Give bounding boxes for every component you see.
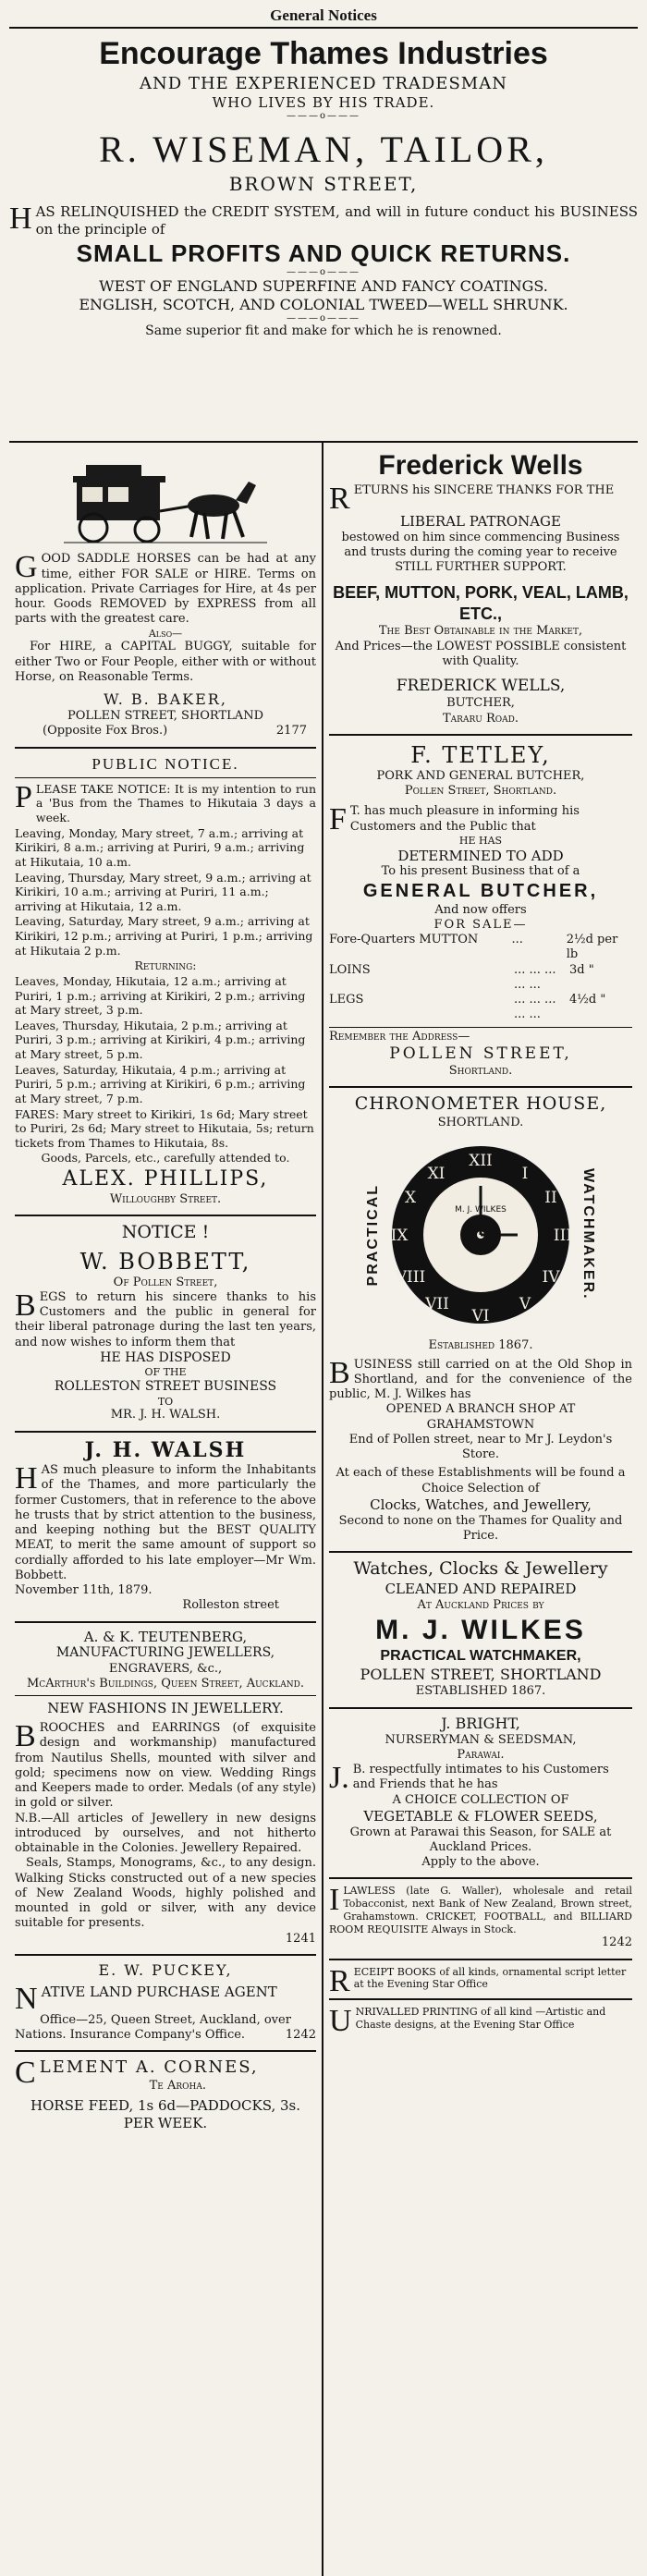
drop-cap: R bbox=[329, 481, 350, 516]
wells-p2: bestowed on him since commencing Business and trusts during the coming year to receive bbox=[341, 530, 620, 559]
chronometer-advert bbox=[329, 1088, 632, 1553]
teutenberg-nb: N.B.—All articles of Jewellery in new designs introduced by ourselves, and not hitherto obtainable in the Colonies. Jewellery Repaired. bbox=[15, 1811, 316, 1855]
chrono-right: WATCHMAKER. bbox=[580, 1168, 596, 1301]
tetley-present: To his present Business that of a bbox=[381, 864, 580, 879]
schedule-line: Leaving, Thursday, Mary street, 9 a.m.; arriving at Kirikiri, 10 a.m.; arriving at Puriri, 11 a.m.; arriving at Hikutaia, 12 a.m. bbox=[15, 870, 311, 913]
public-notice-body bbox=[15, 779, 316, 1166]
goods: Goods, Parcels, etc., carefully attended to. bbox=[41, 1151, 290, 1166]
fares: FARES: Mary street to Kirikiri, 1s 6d; Mary street to Puriri, 2s 6d; Mary street to Hikutaia, 5s; return tickets from Thames to Hikutaia, 8s. bbox=[15, 1106, 314, 1150]
baker-text2: For HIRE, a CAPITAL BUGGY, suitable for either Two or Four People, either with or without Horse, on Reasonable Terms. bbox=[15, 640, 316, 684]
tetley-now: And now offers bbox=[434, 902, 527, 917]
bright-trade: NURSERYMAN & SEEDSMAN, bbox=[385, 1732, 577, 1747]
coach-and-horse-icon bbox=[64, 454, 267, 546]
separator: ———o——— bbox=[286, 313, 361, 324]
puckey-office2: Nations. Insurance Company's Office. bbox=[15, 2028, 246, 2042]
price-item: LEGS bbox=[329, 993, 364, 1007]
teutenberg-trade2: ENGRAVERS, &c., bbox=[108, 1661, 223, 1676]
price-value: 2½d per lb bbox=[566, 933, 618, 962]
svg-text:VIII: VIII bbox=[395, 1267, 426, 1287]
right-column bbox=[324, 443, 638, 2576]
bright-place: Parawai. bbox=[457, 1747, 505, 1762]
drop-cap: R bbox=[329, 1963, 350, 1998]
bright-advert bbox=[329, 1709, 632, 1880]
teutenberg-body bbox=[15, 1721, 316, 1812]
bright-body-text: B. respectfully intimates to his Customers and Friends that he has bbox=[352, 1763, 609, 1792]
wilkes-street: POLLEN STREET, SHORTLAND bbox=[360, 1666, 602, 1684]
puckey-footer bbox=[15, 2028, 316, 2043]
price-value: 4½d " bbox=[569, 993, 606, 1007]
wiseman-body bbox=[9, 203, 638, 238]
walsh-advert bbox=[15, 1433, 316, 1623]
bobbett-l5: MR. J. H. WALSH. bbox=[110, 1408, 221, 1422]
drop-cap: I bbox=[329, 1883, 340, 1918]
tetley-forsale: FOR SALE— bbox=[433, 917, 528, 932]
tetley-advert bbox=[329, 736, 632, 1089]
baker-text: OOD SADDLE HORSES can be had at any time, either FOR SALE or HIRE. Terms on application. Private Carriages for Hire, at 4s per hour. Goods REMOVED by EXPRESS from all parts with the greatest care. bbox=[15, 552, 316, 627]
clock-name: M. J. WILKES bbox=[455, 1204, 507, 1215]
chrono-end: End of Pollen street, near to Mr J. Leydon's Store. bbox=[348, 1432, 613, 1461]
drop-cap: G bbox=[15, 550, 38, 585]
chrono-body-text: USINESS still carried on at the Old Shop in Shortland, and for the convenience of the public, M. J. Wilkes has bbox=[329, 1357, 632, 1401]
bright-name: J. BRIGHT, bbox=[441, 1714, 520, 1732]
puckey-office: Office—25, Queen Street, Auckland, over bbox=[40, 2012, 291, 2027]
wells-prices: And Prices—the LOWEST POSSIBLE consistent with Quality. bbox=[335, 639, 627, 668]
separator: ———o——— bbox=[286, 111, 361, 121]
drop-cap: B bbox=[15, 1719, 36, 1753]
wiseman-sub2: WHO LIVES BY HIS TRADE. bbox=[212, 94, 435, 112]
bright-body bbox=[329, 1763, 632, 1793]
wiseman-body-text: AS RELINQUISHED the CREDIT SYSTEM, and will in future conduct his BUSINESS on the principle of bbox=[35, 203, 638, 238]
ad-number: 2177 bbox=[275, 724, 307, 739]
phillips-name: ALEX. PHILLIPS, bbox=[62, 1167, 269, 1190]
price-dots: ... bbox=[511, 933, 523, 946]
svg-text:V: V bbox=[519, 1294, 531, 1313]
svg-text:III: III bbox=[553, 1226, 573, 1245]
section-header bbox=[9, 6, 638, 29]
drop-cap: P bbox=[15, 779, 32, 814]
chrono-title: CHRONOMETER HOUSE, bbox=[354, 1093, 607, 1115]
wiseman-name: R. WISEMAN, TAILOR, bbox=[99, 128, 548, 170]
returning-head: Returning: bbox=[134, 958, 197, 973]
bobbett-body-text: EGS to return his sincere thanks to his Customers and the public in general for their liberal patronage during the last ten years, and now wishes to inform them that bbox=[15, 1289, 316, 1349]
clock-panel bbox=[329, 1130, 632, 1338]
walsh-date: November 11th, 1879. bbox=[15, 1583, 153, 1597]
baker-footer bbox=[15, 724, 316, 739]
drop-cap: B bbox=[15, 1288, 36, 1323]
walsh-street: Rolleston street bbox=[182, 1598, 279, 1613]
lawless-body-text: LAWLESS (late G. Waller), wholesale and retail Tobacconist, next Bank of New Zealand, Brown street, Grahamstown. CRICKET, FOOTBALL, and BILLIARD ROOM REQUISITE Always in Stock. bbox=[329, 1885, 632, 1935]
schedule-line: Leaving, Saturday, Mary street, 9 a.m.; arriving at Kirikiri, 12 p.m.; arriving at Puriri, 1 p.m.; arriving at Hikutaia 2 p.m. bbox=[15, 914, 313, 958]
price-dots: ... ... ... ... ... bbox=[514, 962, 556, 992]
ad-number: 1242 bbox=[601, 1935, 632, 1950]
puckey-advert bbox=[15, 1956, 316, 2053]
svg-text:XI: XI bbox=[427, 1164, 446, 1183]
wells-name: Frederick Wells bbox=[378, 450, 583, 482]
wells-trade: BUTCHER, bbox=[446, 696, 515, 711]
tetley-he-has: HE HAS bbox=[458, 834, 503, 847]
wilkes-trade: PRACTICAL WATCHMAKER, bbox=[380, 1648, 581, 1665]
receipt-body bbox=[329, 1963, 632, 1998]
schedule-line: Leaves, Saturday, Hikutaia, 4 p.m.; arriving at Puriri, 5 p.m.; arriving at Kirikiri, 6 p.m.; arriving at Mary street, 7 p.m. bbox=[15, 1062, 306, 1105]
drop-cap: N bbox=[15, 1981, 38, 2016]
price-row bbox=[329, 963, 632, 994]
price-row bbox=[329, 933, 632, 963]
drop-cap: F bbox=[329, 802, 347, 837]
chrono-opened: OPENED A BRANCH SHOP AT bbox=[385, 1402, 576, 1417]
puckey-title: ATIVE LAND PURCHASE AGENT bbox=[41, 1983, 277, 2000]
svg-text:VI: VI bbox=[471, 1306, 490, 1325]
baker-advert bbox=[15, 443, 316, 748]
drop-cap: J. bbox=[329, 1761, 349, 1795]
wiseman-line1: WEST OF ENGLAND SUPERFINE AND FANCY COATINGS. bbox=[99, 277, 548, 295]
wilkes-est: ESTABLISHED 1867. bbox=[415, 1684, 546, 1699]
puckey-name: E. W. PUCKEY, bbox=[98, 1960, 233, 1979]
tetley-name: F. TETLEY, bbox=[410, 741, 551, 768]
baker-address: POLLEN STREET, SHORTLAND bbox=[67, 709, 263, 723]
bobbett-advert bbox=[15, 1216, 316, 1433]
tetley-town: Shortland. bbox=[448, 1064, 513, 1078]
receipt-advert bbox=[329, 1960, 632, 2001]
teutenberg-head: NEW FASHIONS IN JEWELLERY. bbox=[15, 1695, 316, 1717]
drop-cap: U bbox=[329, 2004, 352, 2038]
section-title: General Notices bbox=[270, 6, 377, 24]
chrono-established: Established 1867. bbox=[428, 1338, 533, 1353]
svg-text:IX: IX bbox=[390, 1226, 409, 1245]
two-columns bbox=[9, 443, 638, 2576]
wells-meats: BEEF, MUTTON, PORK, VEAL, LAMB, ETC., bbox=[333, 583, 629, 623]
public-notice-intro bbox=[15, 779, 316, 825]
baker-name: W. B. BAKER, bbox=[104, 690, 227, 708]
wells-best: The Best Obtainable in the Market, bbox=[378, 624, 583, 639]
bobbett-l1: HE HAS DISPOSED bbox=[100, 1349, 231, 1365]
chrono-left: PRACTICAL bbox=[365, 1183, 381, 1286]
bright-grown: Grown at Parawai this Season, for SALE at Auckland Prices. bbox=[349, 1825, 612, 1854]
cornes-name: LEMENT A. CORNES, bbox=[39, 2057, 259, 2078]
wells-p1: ETURNS his SINCERE THANKS FOR THE bbox=[353, 482, 615, 497]
wells-p2b: STILL FURTHER SUPPORT. bbox=[395, 560, 567, 574]
svg-text:VII: VII bbox=[425, 1294, 449, 1313]
lawless-advert bbox=[329, 1879, 632, 1959]
schedule-line: Leaving, Monday, Mary street, 7 a.m.; arriving at Kirikiri, 8 a.m.; arriving at Puriri, 9 a.m.; arriving at Hikutaia, 10 a.m. bbox=[15, 825, 305, 869]
phillips-street: Willoughby Street. bbox=[109, 1191, 222, 1206]
walsh-name: J. H. WALSH bbox=[84, 1437, 247, 1462]
chrono-second: Second to none on the Thames for Quality and Price. bbox=[338, 1513, 623, 1543]
svg-text:II: II bbox=[544, 1188, 557, 1207]
cornes-town: Te Aroha. bbox=[149, 2078, 207, 2093]
price-item: LOINS bbox=[329, 962, 371, 977]
wilkes-cleaned: CLEANED AND REPAIRED bbox=[385, 1580, 577, 1597]
bobbett-l4: TO bbox=[157, 1395, 174, 1408]
chrono-each: At each of these Establishments will be found a Choice Selection of bbox=[336, 1466, 626, 1496]
wells-name2: FREDERICK WELLS, bbox=[396, 677, 566, 695]
wells-road: Tararu Road. bbox=[443, 711, 519, 726]
teutenberg-address: McArthur's Buildings, Queen Street, Auckland. bbox=[27, 1677, 304, 1691]
tetley-body bbox=[329, 804, 632, 835]
drop-cap: H bbox=[9, 201, 32, 236]
left-column bbox=[9, 443, 324, 2576]
bobbett-l2: OF THE bbox=[144, 1366, 187, 1379]
price-dots: ... ... ... ... ... bbox=[514, 993, 556, 1022]
wilkes-name: M. J. WILKES bbox=[375, 1614, 586, 1645]
ad-number: 1242 bbox=[285, 2028, 316, 2042]
printing-body bbox=[329, 2004, 632, 2038]
bright-veg: VEGETABLE & FLOWER SEEDS, bbox=[363, 1807, 598, 1825]
tetley-body-text: T. has much pleasure in informing his Customers and the Public that bbox=[349, 804, 580, 834]
bobbett-name: W. BOBBETT, bbox=[79, 1248, 251, 1275]
tetley-general: GENERAL BUTCHER, bbox=[362, 880, 599, 901]
wiseman-slogan: SMALL PROFITS AND QUICK RETURNS. bbox=[76, 238, 571, 267]
schedule-line: Leaves, Monday, Hikutaia, 12 a.m.; arriving at Puriri, 1 p.m.; arriving at Kirikiri, 2 p.m.; arriving at Mary street, 3 p.m. bbox=[15, 973, 306, 1018]
teutenberg-advert bbox=[15, 1623, 316, 1956]
receipt-body-text: ECEIPT BOOKS of all kinds, ornamental script letter at the Evening Star Office bbox=[353, 1965, 627, 1991]
price-value: 3d " bbox=[569, 962, 594, 977]
chrono-town: SHORTLAND. bbox=[437, 1116, 524, 1129]
public-notice-intro-text: LEASE TAKE NOTICE: It is my intention to run a 'Bus from the Thames to Hikutaia 3 days a week. bbox=[35, 781, 316, 824]
teutenberg-name: A. & K. TEUTENBERG, bbox=[83, 1628, 248, 1645]
drop-cap: H bbox=[15, 1461, 38, 1496]
bobbett-of: Of Pollen Street, bbox=[113, 1275, 218, 1289]
bobbett-body bbox=[15, 1290, 316, 1350]
printing-body-text: NRIVALLED PRINTING of all kind —Artistic and Chaste designs, at the Evening Star Office bbox=[355, 2006, 606, 2031]
wiseman-street: BROWN STREET, bbox=[228, 173, 419, 195]
tetley-street: Pollen Street, Shortland. bbox=[404, 784, 557, 798]
bobbett-notice: NOTICE ! bbox=[121, 1221, 210, 1242]
public-notice-title: PUBLIC NOTICE. bbox=[15, 754, 316, 778]
walsh-body bbox=[15, 1463, 316, 1583]
separator: ———o——— bbox=[286, 267, 361, 277]
baker-opp: (Opposite Fox Bros.) bbox=[43, 724, 168, 739]
wiseman-line2: ENGLISH, SCOTCH, AND COLONIAL TWEED—WELL SHRUNK. bbox=[79, 296, 568, 313]
walsh-body-text: AS much pleasure to inform the Inhabitants of the Thames, and more particularly the former Customers, that in reference to the above he trusts that by strict attention to the business, and keeping nothing but the BEST QUALITY MEAT, to merit the same amount of support so cordially afforded to his late employer—Mr Wm. Bobbett. bbox=[15, 1463, 316, 1582]
wells-advert bbox=[329, 443, 632, 736]
cornes-advert bbox=[15, 2052, 316, 2139]
wilkes-advert bbox=[329, 1553, 632, 1709]
wells-p1b: LIBERAL PATRONAGE bbox=[400, 512, 561, 530]
chrono-grahamstown: GRAHAMSTOWN bbox=[426, 1417, 535, 1432]
bright-choice: A CHOICE COLLECTION OF bbox=[392, 1792, 569, 1807]
svg-text:X: X bbox=[404, 1188, 417, 1207]
wiseman-headline: Encourage Thames Industries bbox=[99, 36, 548, 72]
tetley-determined: DETERMINED TO ADD bbox=[397, 847, 564, 864]
public-notice-advert bbox=[15, 749, 316, 1216]
wiseman-advert bbox=[9, 29, 638, 443]
teutenberg-body-text: ROOCHES and EARRINGS (of exquisite design and workmanship) manufactured from Nautilus Shells, mounted with silver and gold; specimens now on view. Wedding Rings and Keepers made to order. Medals (of any style) in gold or silver. bbox=[15, 1721, 316, 1811]
svg-text:I: I bbox=[521, 1164, 529, 1183]
svg-text:XII: XII bbox=[469, 1151, 493, 1170]
ad-number: 1241 bbox=[285, 1931, 316, 1946]
wilkes-head: Watches, Clocks & Jewellery bbox=[353, 1558, 608, 1579]
cornes-feed: HORSE FEED, 1s 6d—PADDOCKS, 3s. PER WEEK. bbox=[30, 2097, 301, 2131]
bright-apply: Apply to the above. bbox=[421, 1855, 540, 1869]
wells-intro bbox=[329, 481, 632, 516]
schedule-line: Leaves, Thursday, Hikutaia, 2 p.m.; arriving at Puriri, 3 p.m.; arriving at Kirikiri, 4 p.m.; arriving at Mary street, 5 p.m. bbox=[15, 1018, 306, 1061]
tetley-remember: Remember the Address— bbox=[329, 1027, 632, 1044]
wiseman-line3: Same superior fit and make for which he is renowned. bbox=[145, 324, 502, 338]
puckey-title-row bbox=[15, 1981, 316, 2016]
coach-illustration bbox=[15, 448, 316, 552]
baker-also: Also— bbox=[148, 627, 183, 640]
drop-cap: B bbox=[329, 1355, 350, 1390]
teutenberg-seals: Seals, Stamps, Monograms, &c., to any design. Walking Sticks constructed out of a new species of New Zealand Woods, highly polished and mounted in gold or silver, with any device suitable for presents. bbox=[15, 1856, 316, 1931]
tetley-street2: POLLEN STREET, bbox=[389, 1044, 572, 1063]
clock-face-icon bbox=[388, 1138, 573, 1332]
price-row bbox=[329, 993, 632, 1023]
svg-text:IV: IV bbox=[542, 1267, 560, 1287]
wilkes-prices: At Auckland Prices by bbox=[417, 1597, 544, 1612]
teutenberg-trade1: MANUFACTURING JEWELLERS, bbox=[55, 1645, 275, 1661]
baker-body bbox=[15, 552, 316, 627]
bobbett-l3: ROLLESTON STREET BUSINESS bbox=[54, 1379, 277, 1394]
chrono-body bbox=[329, 1355, 632, 1403]
tetley-trade: PORK AND GENERAL BUTCHER, bbox=[376, 768, 585, 783]
drop-cap: C bbox=[15, 2056, 36, 2091]
printing-advert bbox=[329, 2000, 632, 2039]
wiseman-sub1: AND THE EXPERIENCED TRADESMAN bbox=[140, 73, 507, 93]
lawless-body bbox=[329, 1885, 632, 1935]
chrono-clocks: Clocks, Watches, and Jewellery, bbox=[370, 1496, 592, 1513]
price-item: Fore-Quarters MUTTON bbox=[329, 933, 479, 946]
